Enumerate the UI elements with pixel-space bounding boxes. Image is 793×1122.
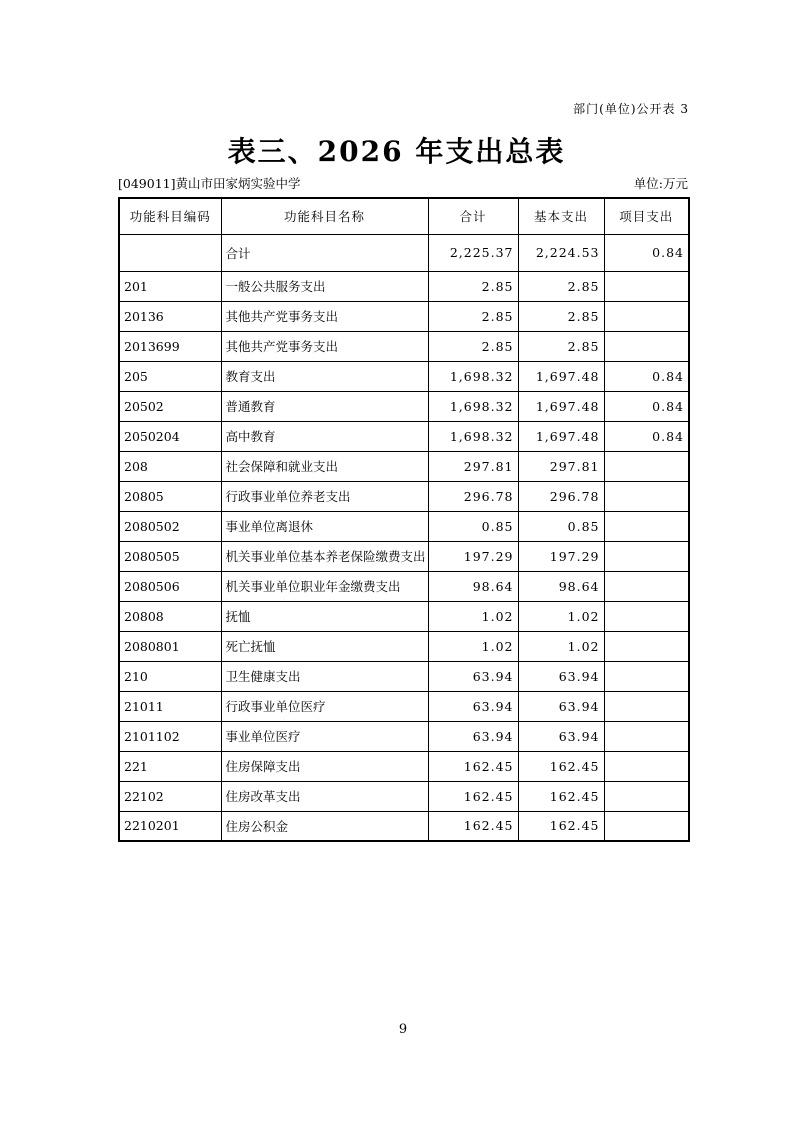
cell-project [604, 811, 689, 841]
table-row [119, 271, 689, 301]
column-header-project: 项目支出 [604, 198, 689, 234]
cell-basic: 2.85 [518, 271, 604, 301]
table-header-row [119, 198, 689, 234]
meta-row [118, 174, 688, 192]
cell-total: 1.02 [428, 601, 518, 631]
cell-basic: 63.94 [518, 721, 604, 751]
cell-total: 63.94 [428, 661, 518, 691]
org-name: [049011]黄山市田家炳实验中学 [118, 176, 301, 191]
cell-total: 162.45 [428, 811, 518, 841]
table-row [119, 661, 689, 691]
cell-project [604, 511, 689, 541]
cell-project [604, 601, 689, 631]
cell-name: 机关事业单位职业年金缴费支出 [221, 571, 428, 601]
cell-code: 22102 [119, 781, 221, 811]
cell-basic: 63.94 [518, 691, 604, 721]
cell-total: 1,698.32 [428, 421, 518, 451]
cell-total: 1.02 [428, 631, 518, 661]
cell-total: 296.78 [428, 481, 518, 511]
cell-name: 事业单位离退休 [221, 511, 428, 541]
cell-basic: 1.02 [518, 631, 604, 661]
cell-basic: 296.78 [518, 481, 604, 511]
cell-project: 0.84 [604, 361, 689, 391]
table-row [119, 391, 689, 421]
column-header-basic: 基本支出 [518, 198, 604, 234]
cell-project [604, 271, 689, 301]
column-header-total: 合计 [428, 198, 518, 234]
cell-code: 2080506 [119, 571, 221, 601]
page-title: 表三、2026 年支出总表 [227, 135, 566, 168]
page-number: 9 [398, 1022, 408, 1037]
cell-project [604, 661, 689, 691]
cell-basic: 1,697.48 [518, 421, 604, 451]
cell-project [604, 751, 689, 781]
cell-code: 208 [119, 451, 221, 481]
cell-basic: 1,697.48 [518, 391, 604, 421]
unit-label: 单位:万元 [633, 176, 688, 191]
cell-total: 162.45 [428, 781, 518, 811]
cell-code: 2080505 [119, 541, 221, 571]
cell-project [604, 481, 689, 511]
cell-name: 住房公积金 [221, 811, 428, 841]
cell-name: 行政事业单位医疗 [221, 691, 428, 721]
cell-code: 201 [119, 271, 221, 301]
cell-code [119, 234, 221, 271]
table-row [119, 511, 689, 541]
cell-project [604, 691, 689, 721]
table-row [119, 751, 689, 781]
cell-name: 行政事业单位养老支出 [221, 481, 428, 511]
cell-basic: 197.29 [518, 541, 604, 571]
cell-name: 卫生健康支出 [221, 661, 428, 691]
table-row [119, 631, 689, 661]
cell-basic: 1,697.48 [518, 361, 604, 391]
cell-total: 2.85 [428, 271, 518, 301]
table-row [119, 301, 689, 331]
cell-name: 住房改革支出 [221, 781, 428, 811]
column-header-name: 功能科目名称 [221, 198, 428, 234]
cell-basic: 2.85 [518, 301, 604, 331]
cell-name: 其他共产党事务支出 [221, 331, 428, 361]
cell-basic: 63.94 [518, 661, 604, 691]
cell-code: 205 [119, 361, 221, 391]
cell-project [604, 301, 689, 331]
cell-project [604, 631, 689, 661]
cell-basic: 297.81 [518, 451, 604, 481]
cell-total: 0.85 [428, 511, 518, 541]
cell-project [604, 571, 689, 601]
cell-total: 2,225.37 [428, 234, 518, 271]
cell-basic: 162.45 [518, 811, 604, 841]
cell-total: 2.85 [428, 301, 518, 331]
cell-basic: 0.85 [518, 511, 604, 541]
cell-total: 1,698.32 [428, 361, 518, 391]
cell-total: 63.94 [428, 691, 518, 721]
table-row [119, 601, 689, 631]
cell-total: 2.85 [428, 331, 518, 361]
cell-name: 住房保障支出 [221, 751, 428, 781]
cell-code: 2210201 [119, 811, 221, 841]
cell-basic: 162.45 [518, 781, 604, 811]
cell-name: 社会保障和就业支出 [221, 451, 428, 481]
cell-code: 210 [119, 661, 221, 691]
table-row [119, 691, 689, 721]
cell-code: 20805 [119, 481, 221, 511]
cell-total: 197.29 [428, 541, 518, 571]
cell-name: 高中教育 [221, 421, 428, 451]
cell-basic: 98.64 [518, 571, 604, 601]
table-row [119, 541, 689, 571]
cell-total: 63.94 [428, 721, 518, 751]
cell-basic: 2,224.53 [518, 234, 604, 271]
cell-name: 其他共产党事务支出 [221, 301, 428, 331]
cell-code: 20502 [119, 391, 221, 421]
cell-name: 抚恤 [221, 601, 428, 631]
cell-project: 0.84 [604, 421, 689, 451]
table-row [119, 234, 689, 271]
cell-project [604, 781, 689, 811]
cell-total: 98.64 [428, 571, 518, 601]
cell-code: 2101102 [119, 721, 221, 751]
table-header [119, 198, 689, 234]
cell-code: 2080502 [119, 511, 221, 541]
cell-project: 0.84 [604, 391, 689, 421]
cell-project: 0.84 [604, 234, 689, 271]
table-row [119, 331, 689, 361]
column-header-code: 功能科目编码 [119, 198, 221, 234]
table-row [119, 481, 689, 511]
cell-code: 21011 [119, 691, 221, 721]
table-row [119, 571, 689, 601]
cell-name: 死亡抚恤 [221, 631, 428, 661]
cell-total: 297.81 [428, 451, 518, 481]
cell-code: 2050204 [119, 421, 221, 451]
cell-name: 机关事业单位基本养老保险缴费支出 [221, 541, 428, 571]
table-row [119, 451, 689, 481]
header-note: 部门(单位)公开表 3 [573, 102, 689, 116]
expenditure-table [118, 197, 690, 842]
cell-code: 2013699 [119, 331, 221, 361]
table-row [119, 361, 689, 391]
table-row [119, 781, 689, 811]
cell-basic: 1.02 [518, 601, 604, 631]
cell-code: 20136 [119, 301, 221, 331]
cell-code: 2080801 [119, 631, 221, 661]
cell-name: 事业单位医疗 [221, 721, 428, 751]
table-row [119, 811, 689, 841]
cell-code: 221 [119, 751, 221, 781]
cell-name: 普通教育 [221, 391, 428, 421]
cell-total: 162.45 [428, 751, 518, 781]
table-body [119, 234, 689, 841]
cell-project [604, 331, 689, 361]
cell-name: 合计 [221, 234, 428, 271]
cell-basic: 2.85 [518, 331, 604, 361]
cell-basic: 162.45 [518, 751, 604, 781]
cell-total: 1,698.32 [428, 391, 518, 421]
cell-code: 20808 [119, 601, 221, 631]
cell-project [604, 721, 689, 751]
table-row [119, 421, 689, 451]
table-row [119, 721, 689, 751]
cell-project [604, 451, 689, 481]
cell-name: 一般公共服务支出 [221, 271, 428, 301]
cell-project [604, 541, 689, 571]
cell-name: 教育支出 [221, 361, 428, 391]
